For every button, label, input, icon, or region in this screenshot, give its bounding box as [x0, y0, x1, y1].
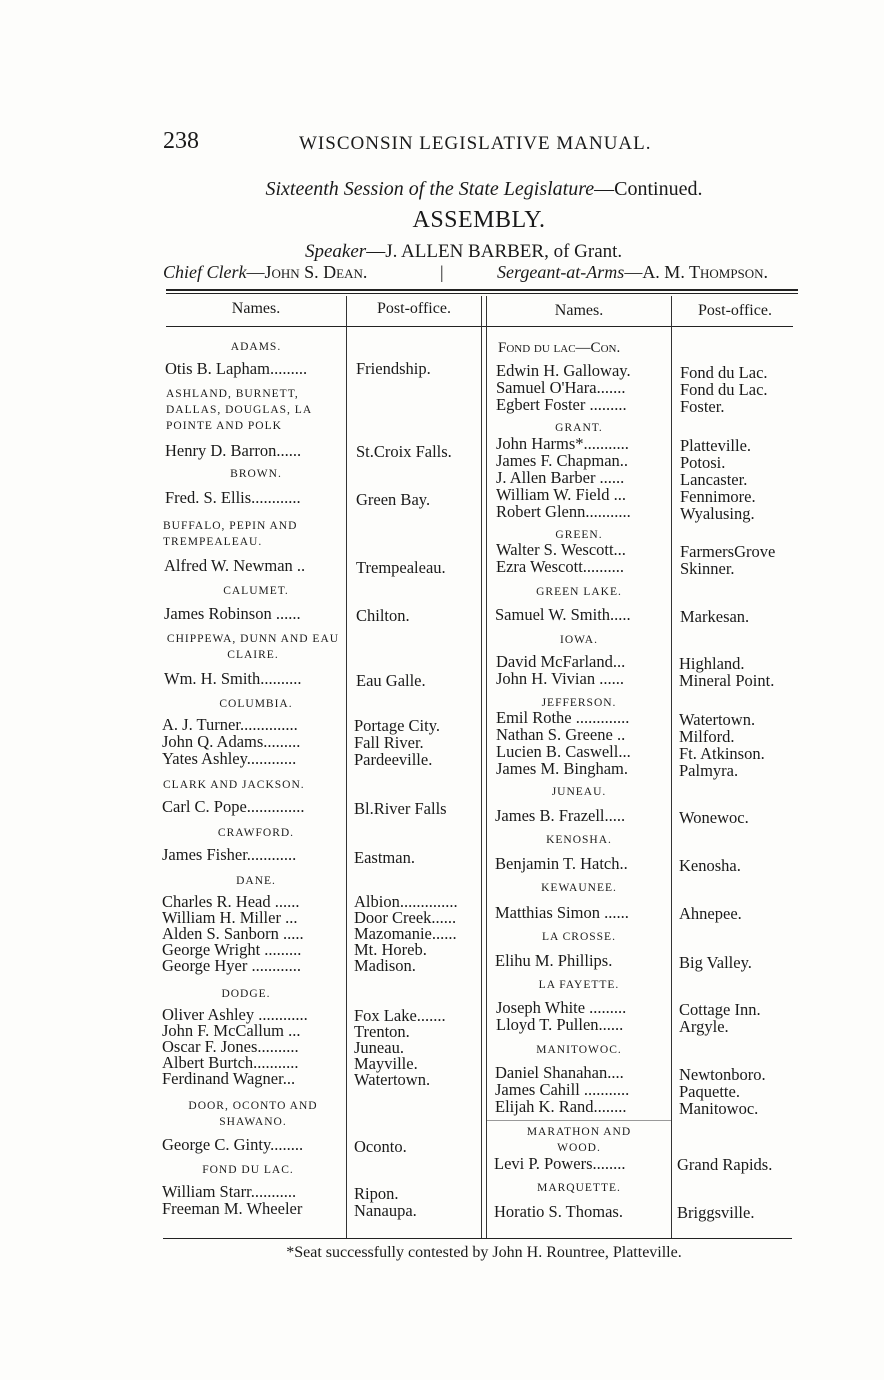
county-heading: CLARK AND JACKSON.: [163, 779, 305, 791]
post-office: Ahnepee.: [679, 904, 742, 923]
county-heading: JEFFERSON.: [541, 697, 617, 709]
member-name: Elijah K. Rand........: [495, 1097, 627, 1116]
member-name: John F. McCallum ...: [162, 1021, 301, 1040]
member-name: James Fisher............: [162, 845, 297, 864]
post-office: FarmersGrove: [680, 542, 776, 561]
member-name: Wm. H. Smith..........: [164, 669, 302, 688]
member-name: George Wright .........: [162, 940, 302, 959]
member-name: James B. Frazell.....: [495, 806, 626, 825]
member-name: Egbert Foster .........: [496, 395, 627, 414]
column-divider: [671, 296, 672, 1238]
county-heading: GREEN LAKE.: [536, 586, 622, 598]
post-office: Platteville.: [680, 436, 752, 455]
county-heading: MARQUETTE.: [537, 1182, 621, 1194]
chief-clerk-text: —John S. Dean.: [246, 262, 368, 282]
post-office: Lancaster.: [680, 470, 748, 489]
member-name: A. J. Turner..............: [162, 715, 298, 734]
member-name: Henry D. Barron......: [165, 441, 302, 460]
table-bottom-rule: [163, 1238, 792, 1239]
post-office: Nanaupa.: [354, 1201, 417, 1220]
county-heading: MARATHON AND WOOD.: [526, 1126, 632, 1154]
member-name: John Harms*...........: [496, 434, 629, 453]
county-heading: KENOSHA.: [546, 834, 612, 846]
post-office: Manitowoc.: [679, 1099, 759, 1118]
county-heading: BUFFALO, PEPIN AND TREMPEALEAU.: [163, 520, 298, 548]
post-office: Briggsville.: [677, 1203, 755, 1222]
post-office: Mayville.: [354, 1054, 418, 1073]
column-header-names: Names.: [231, 300, 281, 317]
member-name: John H. Vivian ......: [496, 669, 624, 688]
sergeant-block: [497, 262, 768, 283]
county-heading: IOWA.: [560, 634, 598, 646]
post-office: Chilton.: [356, 606, 410, 625]
county-heading: CRAWFORD.: [217, 827, 295, 839]
member-name: James M. Bingham.: [496, 759, 628, 778]
member-name: Otis B. Lapham.........: [165, 359, 308, 378]
member-name: Horatio S. Thomas.: [494, 1202, 623, 1221]
session-rest: —Continued.: [594, 178, 703, 200]
speaker-line: [305, 241, 622, 263]
speaker-label: Speaker: [305, 241, 367, 262]
member-name: Benjamin T. Hatch..: [495, 854, 628, 873]
member-name: William Starr...........: [162, 1182, 297, 1201]
member-name: George C. Ginty........: [162, 1135, 304, 1154]
county-heading: CHIPPEWA, DUNN AND EAU CLAIRE.: [166, 633, 340, 661]
officers-line: [163, 262, 803, 283]
post-office: Potosi.: [680, 453, 726, 472]
county-heading: GREEN.: [555, 529, 603, 541]
member-name: Lucien B. Caswell...: [496, 742, 631, 761]
post-office: Trempealeau.: [356, 558, 446, 577]
post-office: Green Bay.: [356, 490, 431, 509]
county-heading: BROWN.: [230, 468, 282, 480]
post-office: Paquette.: [679, 1082, 740, 1101]
post-office: Mineral Point.: [679, 671, 775, 690]
post-office: Fond du Lac.: [680, 363, 768, 382]
post-office: Foster.: [680, 397, 725, 416]
member-name: Charles R. Head ......: [162, 892, 300, 911]
post-office: Big Valley.: [679, 953, 752, 972]
county-heading: MANITOWOC.: [536, 1044, 622, 1056]
member-name: Yates Ashley............: [162, 749, 297, 768]
post-office: Fond du Lac.: [680, 380, 768, 399]
member-name: William W. Field ...: [496, 485, 626, 504]
county-heading: KEWAUNEE.: [541, 882, 617, 894]
post-office: Palmyra.: [679, 761, 739, 780]
post-office: Oconto.: [354, 1137, 407, 1156]
member-name: Albert Burtch...........: [162, 1053, 299, 1072]
member-name: George Hyer ............: [162, 956, 301, 975]
sergeant-label: Sergeant-at-Arms: [497, 262, 625, 282]
member-name: Levi P. Powers........: [494, 1154, 626, 1173]
column-header-post-office: Post-office.: [377, 300, 451, 317]
post-office: Newtonboro.: [679, 1065, 766, 1084]
county-heading: DANE.: [236, 875, 276, 887]
member-name: Samuel W. Smith.....: [495, 605, 631, 624]
session-italic: Sixteenth Session of the State Legislature: [265, 178, 595, 200]
county-heading: ASHLAND, BURNETT, DALLAS, DOUGLAS, LA POINTE AND POLK: [166, 388, 312, 432]
member-name: Ferdinand Wagner...: [162, 1069, 296, 1088]
member-name: James F. Chapman..: [496, 451, 629, 470]
post-office: Eau Galle.: [356, 671, 426, 690]
section-divider: [487, 1120, 671, 1121]
post-office: Wyalusing.: [680, 504, 755, 523]
county-heading: JUNEAU.: [551, 786, 607, 798]
post-office: Argyle.: [679, 1017, 729, 1036]
member-name: Nathan S. Greene ..: [496, 725, 626, 744]
post-office: Mt. Horeb.: [354, 940, 427, 959]
column-header-post-office: Post-office.: [698, 302, 772, 319]
member-name: Carl C. Pope..............: [162, 797, 305, 816]
member-name: J. Allen Barber ......: [496, 468, 625, 487]
post-office: Markesan.: [680, 607, 750, 626]
house-title: ASSEMBLY.: [412, 207, 546, 233]
county-heading: DOOR, OCONTO AND SHAWANO.: [188, 1100, 318, 1128]
member-name: Walter S. Wescott...: [496, 540, 626, 559]
column-header-names: Names.: [554, 302, 604, 319]
member-name: Fred. S. Ellis............: [165, 488, 301, 507]
member-name: Samuel O'Hara.......: [496, 378, 626, 397]
member-name: Elihu M. Phillips.: [495, 951, 613, 970]
member-name: David McFarland...: [496, 652, 626, 671]
member-name: Joseph White .........: [496, 998, 627, 1017]
post-office: Highland.: [679, 654, 745, 673]
post-office: St.Croix Falls.: [356, 442, 452, 461]
post-office: Madison.: [354, 956, 416, 975]
member-name: Oliver Ashley ............: [162, 1005, 308, 1024]
post-office: Skinner.: [680, 559, 735, 578]
session-line: [0, 178, 884, 201]
post-office: Albion..............: [354, 892, 458, 911]
table-top-rule: [166, 289, 798, 291]
post-office: Grand Rapids.: [677, 1155, 773, 1174]
sergeant-text: —A. M. Thompson.: [624, 262, 769, 282]
county-heading: LA FAYETTE.: [538, 979, 620, 991]
member-name: Matthias Simon ......: [495, 903, 629, 922]
member-name: Freeman M. Wheeler: [162, 1199, 303, 1218]
speaker-text: —J. ALLEN BARBER, of Grant.: [366, 241, 623, 262]
post-office: Milford.: [679, 727, 735, 746]
county-heading: LA CROSSE.: [542, 931, 616, 943]
member-name: Lloyd T. Pullen......: [496, 1015, 624, 1034]
member-name: Emil Rothe .............: [496, 708, 630, 727]
member-name: Oscar F. Jones..........: [162, 1037, 299, 1056]
member-name: Robert Glenn...........: [496, 502, 631, 521]
county-heading: Fond du lac—Con.: [498, 340, 621, 356]
manual-title: WISCONSIN LEGISLATIVE MANUAL.: [299, 133, 652, 154]
member-name: Alden S. Sanborn .....: [162, 924, 304, 943]
table-header-rule: [166, 326, 793, 327]
county-heading: DODGE.: [221, 988, 271, 1000]
footnote: *Seat successfully contested by John H. Rountree, Platteville.: [286, 1244, 682, 1261]
post-office: Portage City.: [354, 716, 441, 735]
post-office: Fox Lake.......: [354, 1006, 446, 1025]
post-office: Mazomanie......: [354, 924, 457, 943]
county-heading: FOND DU LAC.: [202, 1164, 294, 1176]
post-office: Watertown.: [354, 1070, 431, 1089]
county-heading: GRANT.: [555, 422, 603, 434]
member-name: Alfred W. Newman ..: [164, 556, 306, 575]
post-office: Eastman.: [354, 848, 415, 867]
post-office: Trenton.: [354, 1022, 410, 1041]
column-divider: [486, 296, 487, 1238]
post-office: Door Creek......: [354, 908, 457, 927]
post-office: Ripon.: [354, 1184, 399, 1203]
member-name: James Robinson ......: [164, 604, 301, 623]
post-office: Fall River.: [354, 733, 424, 752]
post-office: Bl.River Falls: [354, 799, 447, 818]
member-name: John Q. Adams.........: [162, 732, 301, 751]
post-office: Fennimore.: [680, 487, 756, 506]
post-office: Ft. Atkinson.: [679, 744, 765, 763]
post-office: Juneau.: [354, 1038, 404, 1057]
member-name: James Cahill ...........: [495, 1080, 630, 1099]
officers-divider: |: [440, 262, 444, 282]
post-office: Pardeeville.: [354, 750, 433, 769]
member-name: Ezra Wescott..........: [496, 557, 625, 576]
post-office: Friendship.: [356, 359, 431, 378]
county-heading: ADAMS.: [230, 341, 282, 353]
post-office: Kenosha.: [679, 856, 741, 875]
post-office: Cottage Inn.: [679, 1000, 761, 1019]
column-divider: [481, 296, 482, 1238]
page-number: 238: [163, 128, 199, 154]
post-office: Watertown.: [679, 710, 756, 729]
column-divider: [346, 296, 347, 1238]
county-heading: CALUMET.: [223, 585, 289, 597]
member-name: Edwin H. Galloway.: [496, 361, 631, 380]
table-top-rule-thin: [166, 293, 798, 294]
chief-clerk-label: Chief Clerk: [163, 262, 247, 282]
member-name: William H. Miller ...: [162, 908, 298, 927]
member-name: Daniel Shanahan....: [495, 1063, 624, 1082]
county-heading: COLUMBIA.: [219, 698, 293, 710]
post-office: Wonewoc.: [679, 808, 749, 827]
